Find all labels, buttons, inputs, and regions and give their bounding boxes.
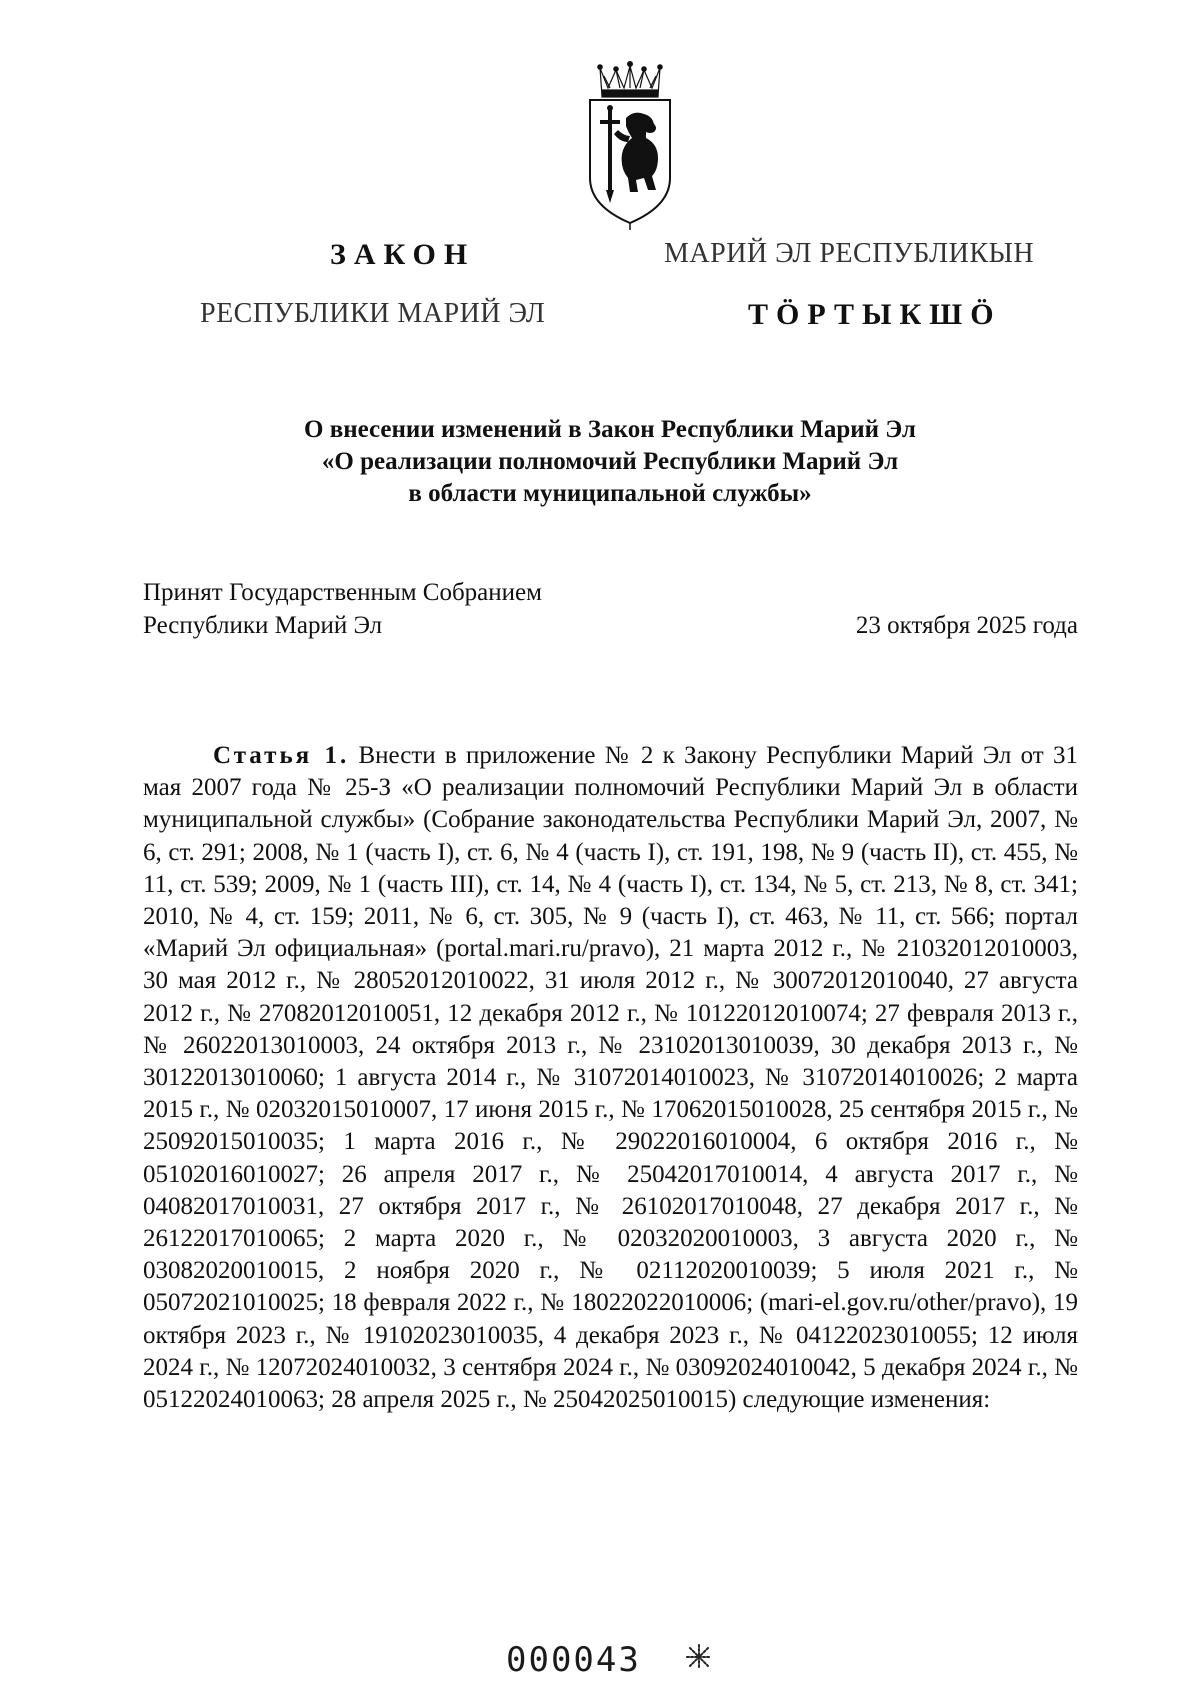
document-title <box>150 414 1070 510</box>
article-1-text: Внести в приложение № 2 к Закону Республики Марий Эл от 31 мая 2007 года № 25-З «О реализации полномочий Республики Марий Эл в области муниципальной службы» (Собрание законодательства Республики Марий Эл, 2007, № 6, ст. 291; 2008, № 1 (часть I), ст. 6, № 4 (часть I), ст. 191, 198, № 9 (часть II), ст. 455, № 11, ст. 539; 2009, № 1 (часть III), ст. 14, № 4 (часть I), ст. 134, № 5, ст. 213, № 8, ст. 341; 2010, № 4, ст. 159; 2011, № 6, ст. 305, № 9 (часть I), ст. 463, № 11, ст. 566; портал «Марий Эл официальная» (portal.mari.ru/pravo), 21 марта 2012 г., № 21032012010003, 30 мая 2012 г., № 28052012010022, 31 июля 2012 г., № 30072012010040, 27 августа 2012 г., № 27082012010051, 12 декабря 2012 г., № 10122012010074; 27 февраля 2013 г., № 26022013010003, 24 октября 2013 г., № 23102013010039, 30 декабря 2013 г., № 30122013010060; 1 августа 2014 г., № 31072014010023, № 31072014010026; 2 марта 2015 г., № 02032015010007, 17 июня 2015 г., № 17062015010028, 25 сентября 2015 г., № 25092015010035; 1 марта 2016 г., № 29022016010004, 6 октября 2016 г., № 05102016010027; 26 апреля 2017 г., № 25042017010014, 4 августа 2017 г., № 04082017010031, 27 октября 2017 г., № 26102017010048, 27 декабря 2017 г., № 26122017010065; 2 марта 2020 г., № 02032020010003, 3 августа 2020 г., № 03082020010015, 2 ноября 2020 г., № 02112020010039; 5 июля 2021 г., № 05072021010025; 18 февраля 2022 г., № 18022022010006; (mari-el.gov.ru/other/pravo), 19 октября 2023 г., № 19102023010035, 4 декабря 2023 г., № 04122023010055; 12 июля 2024 г., № 12072024010032, 3 сентября 2024 г., № 03092024010042, 5 декабря 2024 г., № 05122024010063; 28 апреля 2025 г., № 25042025010015) следующие изменения: <box>143 742 1078 1414</box>
title-line-3: в области муниципальной службы» <box>408 480 812 507</box>
article-1 <box>143 740 1078 1416</box>
asterisk-mark-icon <box>684 1642 714 1672</box>
adoption-date: 23 октября 2025 года <box>855 612 1078 639</box>
header-republic-mari: МАРИЙ ЭЛ РЕСПУБЛИКЫН <box>664 238 1035 269</box>
adoption-line-1: Принят Государственным Собранием <box>143 579 542 606</box>
adoption-block <box>143 576 1078 642</box>
header-law-mari: ТӦРТЫКШӦ <box>748 298 1002 331</box>
article-1-label: Статья 1. <box>213 742 350 769</box>
coat-of-arms-icon <box>580 58 680 233</box>
document-serial-number: 000043 <box>506 1640 641 1680</box>
adoption-line-2: Республики Марий Эл <box>143 612 383 639</box>
header-republic-ru: РЕСПУБЛИКИ МАРИЙ ЭЛ <box>200 298 546 329</box>
header-law-ru: ЗАКОН <box>330 238 476 271</box>
title-line-2: «О реализации полномочий Республики Марий Эл <box>321 448 899 475</box>
title-line-1: О внесении изменений в Закон Республики Марий Эл <box>304 416 916 443</box>
